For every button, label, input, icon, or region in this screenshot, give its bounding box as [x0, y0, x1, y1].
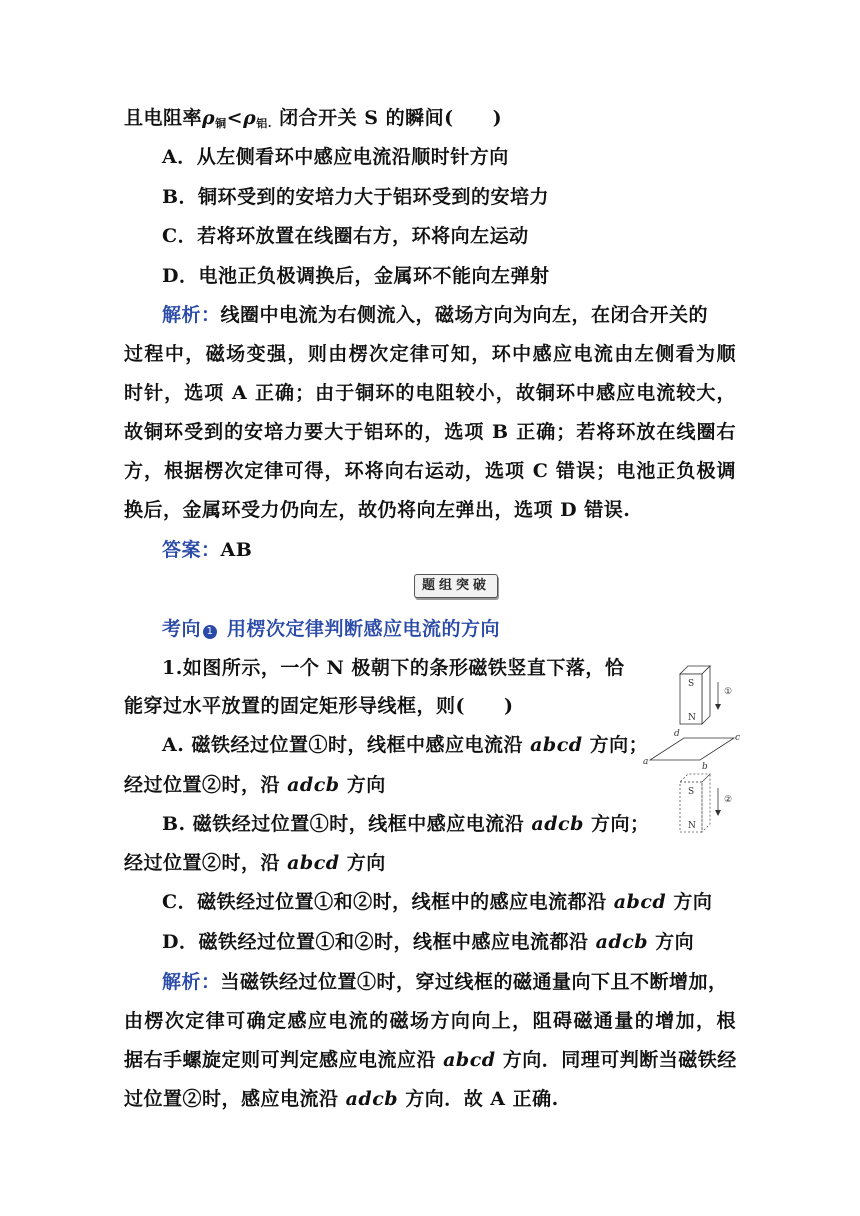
corner-a: a	[643, 757, 649, 767]
analysis1-text-1: 线圈中电流为右侧流入，磁场方向为向左，在闭合开关的	[220, 304, 709, 326]
q1-line1: 1.如图所示，一个 N 极朝下的条形磁铁竖直下落，恰	[162, 657, 625, 679]
analysis2-label: 解析：	[162, 971, 221, 993]
magnet-bottom-s: S	[688, 787, 695, 797]
intro-prefix: 且电阻率	[124, 107, 203, 129]
magnet-top-s: S	[688, 679, 695, 689]
analysis1-line6: 换后，金属环受力仍向左，故仍将向左弹出，选项 D 错误.	[124, 499, 631, 521]
q1-option-a-line1	[162, 733, 648, 757]
q1-c-suffix: 方向	[666, 891, 713, 913]
analysis1-line5: 方，根据楞次定律可得，环将向右运动，选项 C 错误；电池正负极调	[124, 460, 736, 482]
wire-frame	[643, 729, 740, 772]
section-title: 用楞次定律判断感应电流的方向	[227, 618, 501, 640]
corner-d: d	[674, 729, 680, 739]
analysis1-label: 解析：	[162, 304, 221, 326]
corner-c: c	[735, 733, 741, 743]
rho-copper: ρ	[202, 107, 216, 129]
position-1-label: ①	[724, 687, 733, 697]
q1-b-text: B. 磁铁经过位置①时，线框中感应电流沿	[162, 813, 532, 835]
q1-option-d	[162, 930, 694, 954]
rho-copper-sub: 铜	[215, 117, 227, 130]
section-banner: 题组突破	[414, 574, 498, 598]
q1-option-c	[162, 890, 712, 914]
q1-a2-suffix: 方向	[339, 774, 386, 796]
q1-b-path: adcb	[531, 813, 584, 835]
q1-b2-text: 经过位置②时，沿	[124, 852, 288, 874]
magnet-top	[680, 666, 710, 724]
magnet-top-n: N	[688, 713, 696, 723]
q1-c-path: abcd	[613, 891, 667, 913]
q1-a-text: A. 磁铁经过位置①时，线框中感应电流沿	[162, 734, 531, 756]
answer1-label: 答案：	[162, 539, 221, 561]
analysis2-line1	[162, 970, 736, 994]
q1-a-suffix: 方向；	[582, 734, 649, 756]
analysis2-line4-b: 方向．故 A 正确.	[398, 1088, 559, 1110]
q1-line2: 能穿过水平放置的固定矩形导线框，则( )	[124, 695, 514, 717]
section-label: 考向	[162, 618, 202, 640]
analysis2-line4-path: adcb	[345, 1088, 399, 1110]
q1-a2-path: adcb	[287, 774, 340, 796]
arrow-top-icon	[715, 682, 721, 710]
answer1-value: AB	[220, 539, 253, 561]
q1-option-b-line2	[124, 851, 386, 875]
analysis1-line4: 故铜环受到的安培力要大于铝环的，选项 B 正确；若将环放在线圈右	[124, 421, 736, 443]
q1-d-suffix: 方向	[648, 931, 695, 953]
section-heading	[162, 617, 500, 641]
rho-aluminum-sub: 铝.	[256, 117, 273, 130]
q1-d-text: D．磁铁经过位置①和②时，线框中感应电流都沿	[162, 931, 596, 953]
option-c: C．若将环放置在线圈右方，环将向左运动	[162, 225, 529, 247]
q1-b-suffix: 方向；	[583, 813, 650, 835]
arrow-bottom-icon	[715, 788, 721, 816]
analysis2-line4-a: 过位置②时，感应电流沿	[124, 1088, 346, 1110]
analysis2-line3-a: 据右手螺旋定则可判定感应电流应沿	[124, 1049, 444, 1071]
q1-b2-path: abcd	[287, 852, 340, 874]
option-a: A．从左侧看环中感应电流沿顺时针方向	[162, 146, 509, 168]
analysis2-text-1: 当磁铁经过位置①时，穿过线框的磁通量向下且不断增加，	[220, 971, 728, 993]
magnet-bottom-n: N	[688, 821, 696, 831]
analysis1-line2: 过程中，磁场变强，则由楞次定律可知，环中感应电流由左侧看为顺	[124, 343, 736, 365]
position-2-label: ②	[724, 795, 733, 805]
magnet-figure	[642, 652, 750, 842]
q1-a2-text: 经过位置②时，沿	[124, 774, 288, 796]
analysis2-line3	[124, 1048, 737, 1072]
section-number-badge	[203, 625, 217, 639]
less-than: <	[226, 107, 244, 129]
analysis2-line4	[124, 1087, 559, 1111]
analysis2-line2: 由楞次定律可确定感应电流的磁场方向向上，阻碍磁通量的增加，根	[124, 1010, 736, 1032]
answer1	[162, 538, 252, 562]
option-d: D．电池正负极调换后，金属环不能向左弹射	[162, 265, 550, 287]
option-b: B．铜环受到的安培力大于铝环受到的安培力	[162, 186, 550, 208]
q1-a-path: abcd	[530, 734, 583, 756]
q1-d-path: adcb	[595, 931, 649, 953]
q1-b2-suffix: 方向	[339, 852, 386, 874]
corner-b: b	[702, 762, 708, 772]
magnet-bottom	[680, 774, 710, 832]
section-number: 1	[206, 626, 214, 637]
rho-aluminum: ρ	[243, 107, 257, 129]
q1-c-text: C．磁铁经过位置①和②时，线框中的感应电流都沿	[162, 891, 614, 913]
analysis2-line3-path: abcd	[443, 1049, 496, 1071]
analysis2-line3-b: 方向．同理可判断当磁铁经	[495, 1049, 737, 1071]
intro-suffix: 闭合开关 S 的瞬间( )	[272, 107, 503, 129]
analysis1-line1	[162, 303, 736, 327]
q1-option-b-line1	[162, 812, 649, 836]
intro-line	[124, 106, 502, 136]
analysis1-line3: 时针，选项 A 正确；由于铜环的电阻较小，故铜环中感应电流较大，	[124, 382, 736, 404]
q1-option-a-line2	[124, 773, 386, 797]
